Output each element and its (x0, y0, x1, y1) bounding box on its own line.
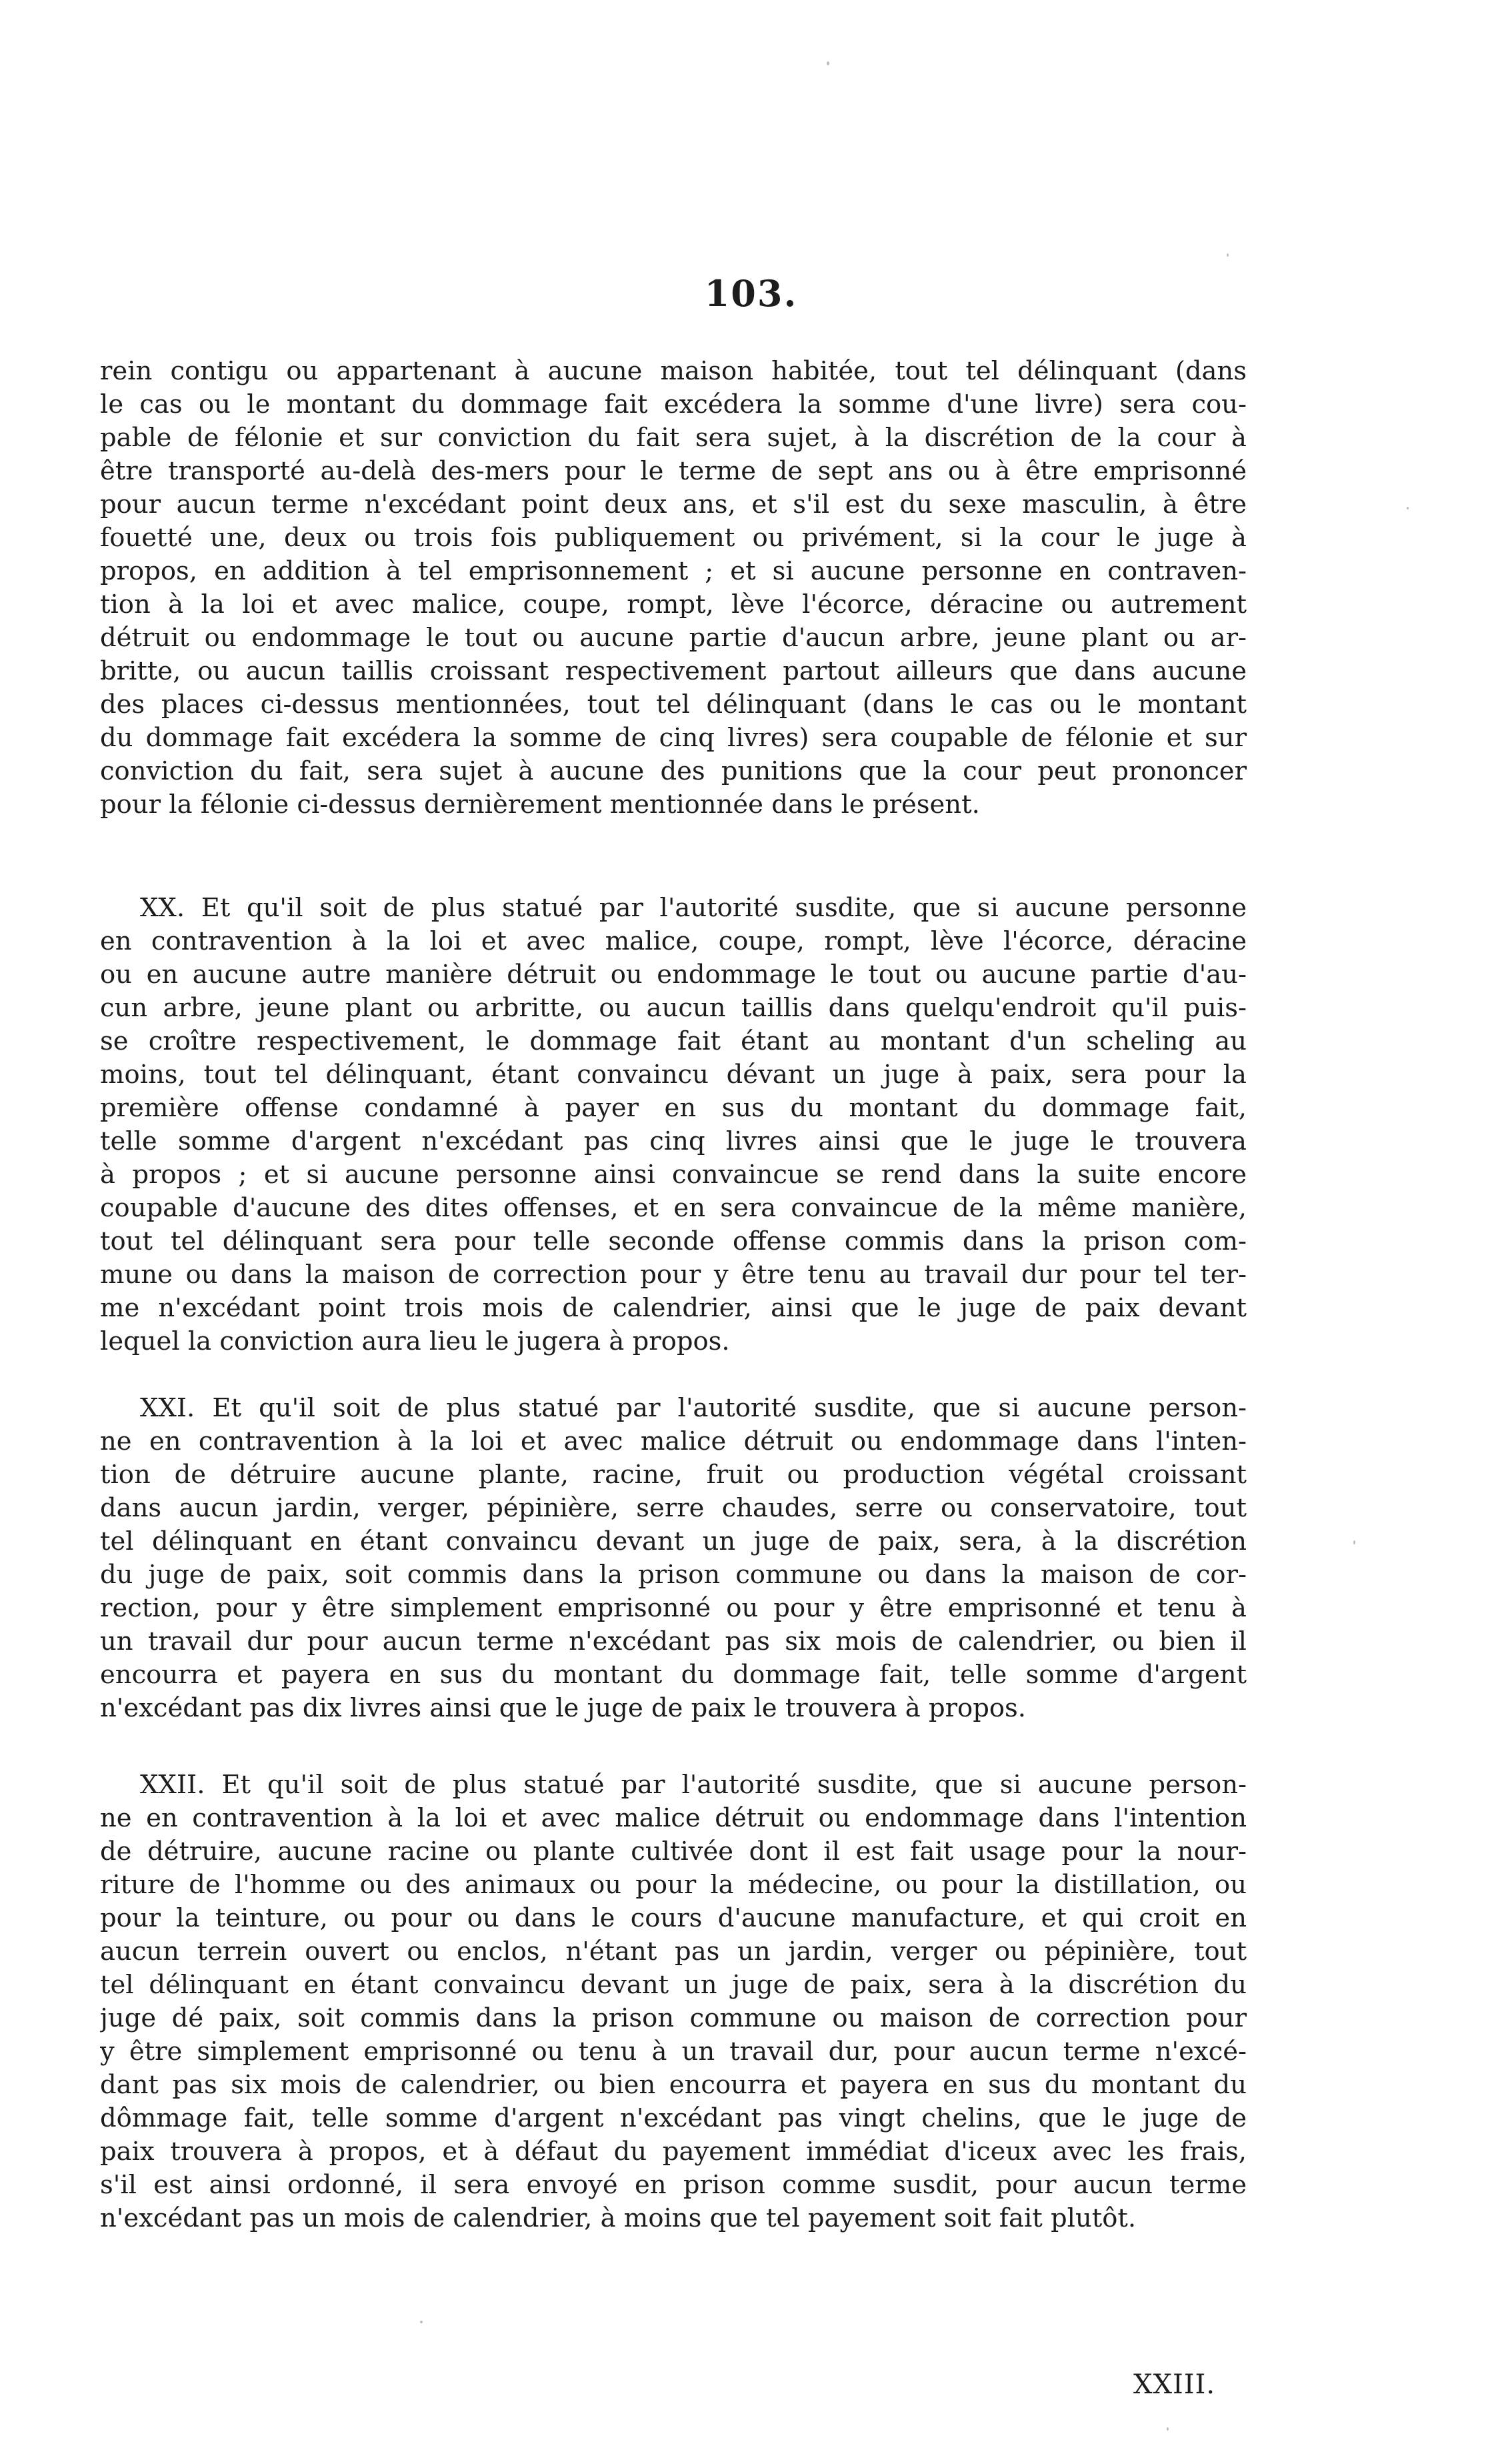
text-line: être transporté au-delà des-mers pour le terme de sept ans ou à être emprisonné (100, 456, 1247, 486)
paper-speck (827, 61, 829, 65)
page-number: 103. (704, 272, 798, 315)
text-line: rein contigu ou appartenant à aucune maison habitée, tout tel délinquant (dans (100, 356, 1247, 386)
text-line: pour la félonie ci-dessus dernièrement mentionnée dans le présent. (100, 790, 980, 820)
text-line: propos, en addition à tel emprisonnement ; et si aucune personne en contraven- (100, 556, 1247, 586)
article-heading-line: XX. Et qu'il soit de plus statué par l'autorité susdite, que si aucune personne (140, 893, 1247, 923)
text-line: pable de félonie et sur conviction du fait sera sujet, à la discrétion de la cour à (100, 423, 1247, 453)
text-line: tout tel délinquant sera pour telle seconde offense commis dans la prison com- (100, 1226, 1247, 1256)
text-line: moins, tout tel délinquant, étant convaincu dévant un juge à paix, sera pour la (100, 1060, 1247, 1090)
text-line: rection, pour y être simplement emprisonné ou pour y être emprisonné et tenu à (100, 1593, 1247, 1623)
text-line: encourra et payera en sus du montant du dommage fait, telle somme d'argent (100, 1660, 1247, 1690)
text-line: tel délinquant en étant convaincu devant un juge de paix, sera à la discrétion du (100, 1970, 1247, 2000)
text-line: mune ou dans la maison de correction pour y être tenu au travail dur pour tel ter- (100, 1260, 1247, 1290)
paragraph-continuation (100, 355, 1247, 822)
text-line: dômmage fait, telle somme d'argent n'excédant pas vingt chelins, que le juge de (100, 2103, 1247, 2133)
paper-speck (1227, 253, 1229, 257)
text-line: tel délinquant en étant convaincu devant un juge de paix, sera, à la discrétion (100, 1526, 1247, 1556)
text-line: britte, ou aucun taillis croissant respectivement partout ailleurs que dans aucune (100, 656, 1247, 686)
text-line: conviction du fait, sera sujet à aucune des punitions que la cour peut prononcer (100, 756, 1247, 786)
text-line: du dommage fait excédera la somme de cinq livres) sera coupable de félonie et sur (100, 723, 1247, 753)
text-line: se croître respectivement, le dommage fait étant au montant d'un scheling au (100, 1026, 1247, 1056)
text-line: fouetté une, deux ou trois fois publiquement ou privément, si la cour le juge à (100, 523, 1247, 553)
text-line: tion à la loi et avec malice, coupe, rompt, lève l'écorce, déracine ou autrement (100, 589, 1247, 620)
text-line: tion de détruire aucune plante, racine, fruit ou production végétal croissant (100, 1460, 1247, 1490)
text-line: n'excédant pas un mois de calendrier, à moins que tel payement soit fait plutôt. (100, 2203, 1137, 2233)
text-line: coupable d'aucune des dites offenses, et en sera convaincue de la même manière, (100, 1193, 1247, 1223)
text-line: aucun terrein ouvert ou enclos, n'étant pas un jardin, verger ou pépinière, tout (100, 1937, 1247, 1967)
text-line: lequel la conviction aura lieu le jugera à propos. (100, 1326, 730, 1356)
text-line: y être simplement emprisonné ou tenu à un travail dur, pour aucun terme n'excé- (100, 2037, 1247, 2067)
text-line: me n'excédant point trois mois de calendrier, ainsi que le juge de paix devant (100, 1293, 1247, 1323)
article-xxii (100, 1768, 1247, 2235)
text-line: pour aucun terme n'excédant point deux ans, et s'il est du sexe masculin, à être (100, 489, 1247, 519)
text-line: telle somme d'argent n'excédant pas cinq livres ainsi que le juge le trouvera (100, 1126, 1247, 1156)
article-heading-line: XXI. Et qu'il soit de plus statué par l'autorité susdite, que si aucune person- (140, 1393, 1247, 1423)
catchword: XXIII. (1133, 2369, 1216, 2400)
text-line: juge dé paix, soit commis dans la prison commune ou maison de correction pour (100, 2003, 1247, 2033)
text-line: première offense condamné à payer en sus du montant du dommage fait, (100, 1093, 1247, 1123)
paper-speck (1167, 2427, 1169, 2431)
article-heading-line: XXII. Et qu'il soit de plus statué par l'autorité susdite, que si aucune person- (140, 1770, 1247, 1800)
text-line: cun arbre, jeune plant ou arbritte, ou aucun taillis dans quelqu'endroit qu'il puis- (100, 993, 1247, 1023)
text-line: paix trouvera à propos, et à défaut du payement immédiat d'iceux avec les frais, (100, 2137, 1247, 2167)
text-line: à propos ; et si aucune personne ainsi convaincue se rend dans la suite encore (100, 1160, 1247, 1190)
text-line: s'il est ainsi ordonné, il sera envoyé en prison comme susdit, pour aucun terme (100, 2170, 1247, 2200)
text-line: du juge de paix, soit commis dans la prison commune ou dans la maison de cor- (100, 1560, 1247, 1590)
text-line: ou en aucune autre manière détruit ou endommage le tout ou aucune partie d'au- (100, 960, 1247, 990)
text-line: de détruire, aucune racine ou plante cultivée dont il est fait usage pour la nour- (100, 1836, 1247, 1867)
text-line: ne en contravention à la loi et avec malice détruit ou endommage dans l'intention (100, 1803, 1247, 1833)
text-line: en contravention à la loi et avec malice, coupe, rompt, lève l'écorce, déracine (100, 926, 1247, 956)
text-line: ne en contravention à la loi et avec malice détruit ou endommage dans l'inten- (100, 1426, 1247, 1456)
text-line: le cas ou le montant du dommage fait excédera la somme d'une livre) sera cou- (100, 389, 1247, 419)
text-line: dant pas six mois de calendrier, ou bien encourra et payera en sus du montant du (100, 2070, 1247, 2100)
text-line: riture de l'homme ou des animaux ou pour la médecine, ou pour la distillation, ou (100, 1870, 1247, 1900)
text-line: un travail dur pour aucun terme n'excédant pas six mois de calendrier, ou bien il (100, 1626, 1247, 1656)
text-line: pour la teinture, ou pour ou dans le cours d'aucune manufacture, et qui croit en (100, 1903, 1247, 1933)
text-line: n'excédant pas dix livres ainsi que le juge de paix le trouvera à propos. (100, 1693, 1027, 1723)
article-xxi (100, 1392, 1247, 1725)
paper-speck (1407, 507, 1409, 509)
text-line: détruit ou endommage le tout ou aucune partie d'aucun arbre, jeune plant ou ar- (100, 623, 1247, 653)
article-xx (100, 892, 1247, 1358)
paper-speck (420, 2321, 423, 2323)
text-line: des places ci-dessus mentionnées, tout tel délinquant (dans le cas ou le montant (100, 690, 1247, 720)
paper-speck (1353, 1540, 1355, 1544)
text-line: dans aucun jardin, verger, pépinière, serre chaudes, serre ou conservatoire, tout (100, 1493, 1247, 1523)
